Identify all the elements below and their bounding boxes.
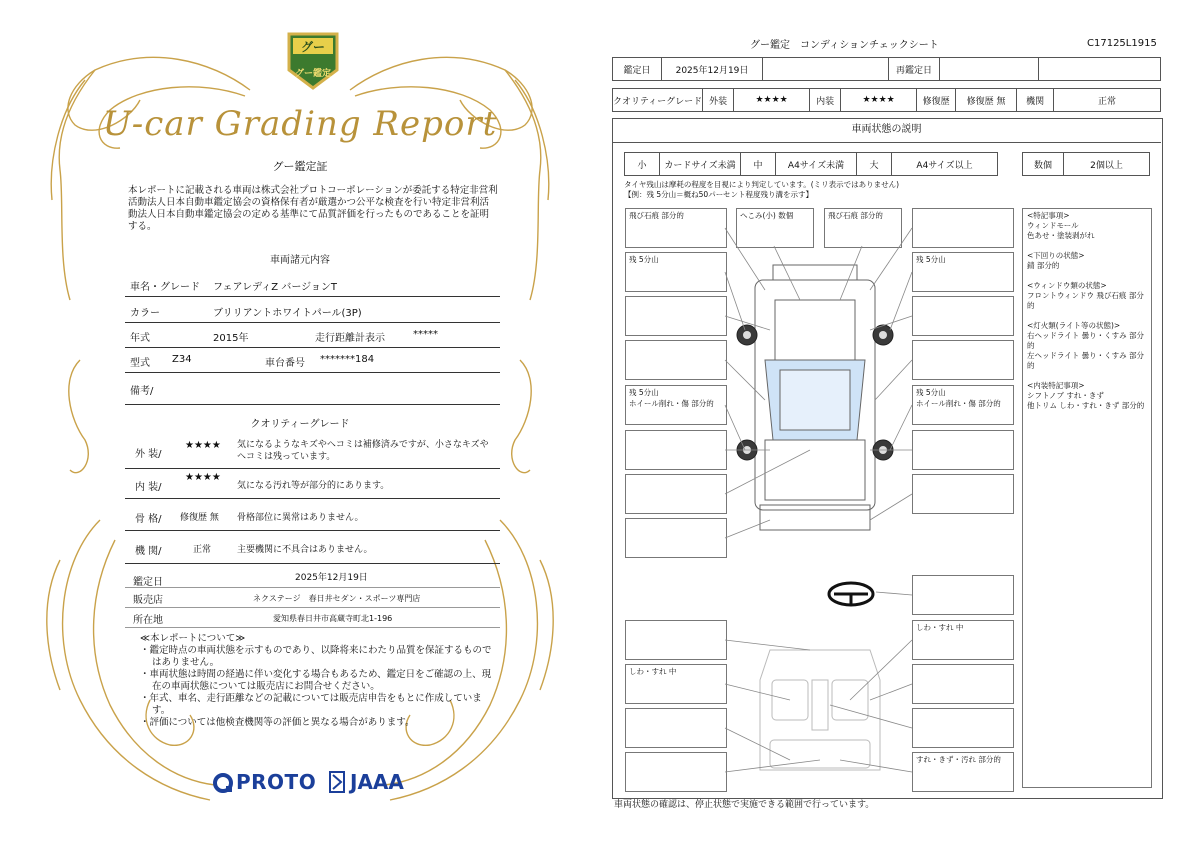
engine-label: 機 関/ — [135, 546, 162, 557]
frame-text: 骨格部位に異常はありません。 — [237, 513, 364, 523]
chassis-value: *******184 — [320, 354, 375, 365]
engine-text: 主要機関に不具合はありません。 — [237, 545, 373, 555]
svg-text:グー: グー — [300, 40, 326, 54]
note-item: ・鑑定時点の車両状態を示すものであり、以降将来にわたり品質を保証するものではありません。 — [140, 645, 492, 668]
note-line: 色あせ・塗装剥がれ — [1027, 231, 1095, 240]
interior-box: すれ・きず・汚れ 部分的 — [912, 752, 1014, 792]
date-value: 2025年12月19日 — [295, 573, 368, 583]
special-notes-panel — [1022, 208, 1152, 788]
int-stars: ★★★★ — [841, 89, 917, 112]
report-title: U-car Grading Report — [102, 104, 498, 144]
year-label: 年式 — [130, 333, 150, 344]
info-row-address — [125, 607, 500, 628]
note-line: <ウィンドウ類の状態> — [1027, 281, 1107, 290]
report-subtitle: グー鑑定証 — [272, 160, 328, 173]
engine-value: 正常 — [1054, 89, 1161, 112]
jaaa-logo-icon — [326, 770, 348, 794]
note-line: 右ヘッドライト 曇り・くすみ 部分的 — [1027, 331, 1145, 350]
ext-stars: ★★★★ — [734, 89, 810, 112]
shop-value: ネクステージ 春日井セダン・スポーツ専門店 — [253, 594, 421, 603]
year-value: 2015年 — [213, 333, 249, 344]
notes-heading: ≪本レポートについて≫ — [140, 633, 246, 644]
frame-label: 骨 格/ — [135, 514, 162, 525]
spec-row-name — [125, 268, 500, 297]
mileage-value: ***** — [413, 329, 438, 340]
note-line: 錆 部分的 — [1027, 261, 1060, 270]
address-value: 愛知県春日井市高蔵寺町北1-196 — [273, 614, 393, 623]
exterior-stars: ★★★★ — [185, 440, 221, 451]
note-line: フロントウィンドウ 飛び石痕 部分的 — [1027, 291, 1144, 310]
note-line: シフトノブ すれ・きず — [1027, 391, 1104, 400]
exterior-label: 外 装/ — [135, 449, 162, 460]
spec-heading: 車両諸元内容 — [270, 255, 330, 266]
note-line — [1023, 241, 1151, 251]
color-value: ブリリアントホワイトパール(3P) — [213, 308, 362, 319]
size-mid-desc: A4サイズ未満 — [776, 153, 857, 176]
model-label: 型式 — [130, 358, 150, 369]
note-item: ・評価については他検査機関等の評価と異なる場合があります。 — [140, 717, 415, 728]
frame-value: 修復歴 無 — [180, 513, 219, 523]
chassis-label: 車台番号 — [265, 358, 305, 369]
jaaa-logo-text: JAAA — [350, 770, 404, 794]
spec-row-color — [125, 296, 500, 323]
note-item: ・車両状態は時間の経過に伴い変化する場合もあるため、鑑定日をご確認の上、現在の車両状態については販売店にお問合せください。 — [140, 669, 492, 692]
quality-row-engine — [125, 530, 500, 564]
condition-check-sheet — [600, 0, 1200, 848]
proto-logo-text: PROTO — [236, 770, 317, 794]
size-small-desc: カードサイズ未満 — [660, 153, 741, 176]
damage-box: 飛び石痕 部分的 — [824, 208, 902, 248]
date-label: 鑑定日 — [133, 577, 163, 588]
engine-value: 正常 — [193, 545, 212, 555]
engine-label: 機関 — [1017, 89, 1054, 112]
count-value: 2個以上 — [1064, 153, 1150, 176]
damage-box: へこみ(小) 数個 — [736, 208, 814, 248]
ext-label: 外装 — [703, 89, 734, 112]
remarks-label: 備考/ — [130, 386, 154, 397]
goo-badge-icon — [285, 30, 341, 92]
color-label: カラー — [130, 308, 160, 319]
proto-logo-icon — [212, 772, 234, 794]
note-line: <下回りの状態> — [1027, 251, 1085, 260]
note-line: 左ヘッドライト 曇り・くすみ 部分的 — [1027, 351, 1145, 370]
note-line: ウィンドモール — [1027, 221, 1079, 230]
quality-row-exterior — [125, 432, 500, 469]
repair-label: 修復歴 — [917, 89, 956, 112]
int-label: 内装 — [810, 89, 841, 112]
damage-box: 残 5分山 — [912, 252, 1014, 292]
tire-note: タイヤ残山は摩耗の程度を目視により判定しています。(ミリ表示ではありません) — [624, 180, 900, 189]
info-row-shop — [125, 587, 500, 608]
sheet-title: グー鑑定 コンディションチェックシート — [750, 40, 939, 51]
quality-label: クオリティーグレード — [613, 89, 703, 112]
interior-box: しわ・すれ 中 — [625, 664, 727, 704]
regrade-label: 再鑑定日 — [889, 58, 940, 81]
date-value: 2025年12月19日 — [662, 58, 763, 81]
damage-box: 残 5分山 ホイール削れ・傷 部分的 — [625, 385, 727, 425]
note-line — [1023, 371, 1151, 381]
size-large-desc: A4サイズ以上 — [892, 153, 998, 176]
badge-label: グー鑑定 — [294, 69, 331, 79]
note-line: <特記事項> — [1027, 211, 1070, 220]
size-small: 小 — [625, 153, 660, 176]
damage-box: 残 5分山 ホイール削れ・傷 部分的 — [912, 385, 1014, 425]
spec-row-remarks — [125, 372, 500, 405]
quality-heading: クオリティーグレード — [250, 419, 350, 430]
quality-row-frame — [125, 498, 500, 531]
quality-row-interior — [125, 468, 500, 499]
name-label: 車名・グレード — [130, 282, 200, 293]
tire-example: 【例：残 5分山＝概ね50パーセント程度残り溝を示す】 — [624, 190, 814, 199]
damage-box: 残 5分山 — [625, 252, 727, 292]
spec-row-model — [125, 347, 500, 373]
size-large: 大 — [857, 153, 892, 176]
repair-value: 修復歴 無 — [956, 89, 1017, 112]
note-line: 他トリム しわ・すれ・きず 部分的 — [1027, 401, 1145, 410]
sheet-footer: 車両状態の確認は、停止状態で実施できる範囲で行っています。 — [614, 800, 875, 810]
intro-text: 本レポートに記載される車両は株式会社プロトコーポレーションが委託する特定非営利活動法人日本自動車鑑定協会の資格保有者が厳選かつ公平な検査を行い特定非営利活動法人日本自動車鑑定協会の定める基準にて品質評価を行ったものであることを証明する。 — [128, 185, 498, 232]
note-item: ・年式、車名、走行距離などの記載については販売店申告をもとに作成しています。 — [140, 693, 482, 716]
size-mid: 中 — [741, 153, 776, 176]
shop-label: 販売店 — [133, 595, 163, 606]
interior-box: しわ・すれ 中 — [912, 620, 1014, 660]
state-heading: 車両状態の説明 — [612, 118, 1161, 143]
damage-box: 飛び石痕 部分的 — [625, 208, 727, 248]
info-row-date — [125, 563, 500, 588]
count-label: 数個 — [1023, 153, 1064, 176]
interior-text: 気になる汚れ等が部分的にあります。 — [237, 481, 390, 491]
note-line: <内装特記事項> — [1027, 381, 1085, 390]
date-label: 鑑定日 — [613, 58, 662, 81]
spec-row-year — [125, 322, 500, 348]
sheet-code: C17125L1915 — [1087, 38, 1157, 49]
model-value: Z34 — [172, 354, 192, 365]
interior-label: 内 装/ — [135, 482, 162, 493]
name-value: フェアレディZ バージョンT — [213, 282, 338, 293]
exterior-text: 気になるようなキズやヘコミは補修済みですが、小さなキズやヘコミは残っています。 — [237, 440, 489, 462]
note-line — [1023, 311, 1151, 321]
notes-block — [140, 633, 495, 729]
interior-stars: ★★★★ — [185, 472, 221, 483]
note-line: <灯火類(ライト等の状態)> — [1027, 321, 1121, 330]
address-label: 所在地 — [133, 615, 163, 626]
note-line — [1023, 271, 1151, 281]
mileage-label: 走行距離計表示 — [315, 333, 385, 344]
